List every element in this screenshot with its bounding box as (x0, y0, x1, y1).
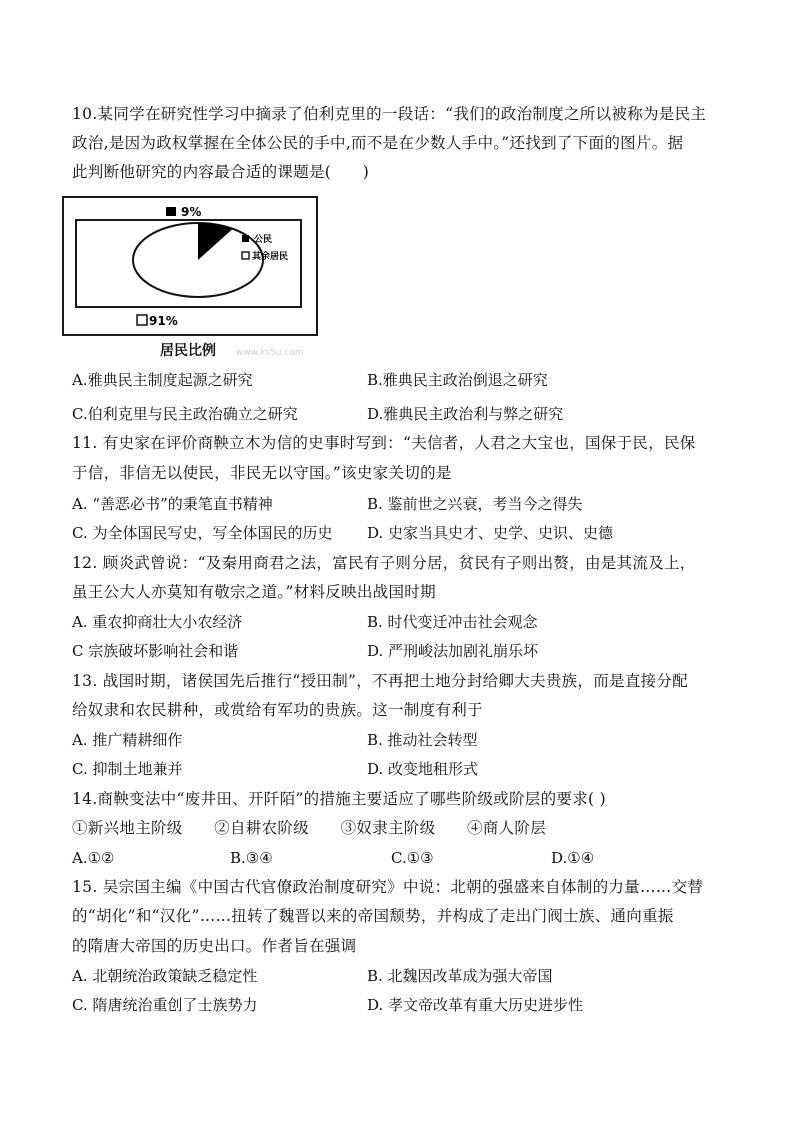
pie-chart-svg (62, 196, 318, 336)
question-10-stem-line-2: 政治,是因为政权掌握在全体公民的手中,而不是在少数人手中。”还找到了下面的图片。据 (72, 134, 684, 152)
question-14-stem-line-2: ①新兴地主阶级 ②自耕农阶级 ③奴隶主阶级 ④商人阶层 (72, 819, 547, 837)
question-13-stem-line-2: 给奴隶和农民耕种，或赏给有军功的贵族。这一制度有利于 (72, 701, 483, 719)
question-12-stem-line-1: 12. 顾炎武曾说：“及秦用商君之法，富民有子则分居，贫民有子则出赘，由是其流及上， (72, 554, 696, 572)
question-14-option-c: C.①③ (391, 849, 434, 867)
question-15-stem-line-2: 的“胡化”和“汉化”……扭转了魏晋以来的帝国颓势，并构成了走出门阀士族、通向重振 (72, 907, 674, 925)
question-10-option-c: C.伯利克里与民主政治确立之研究 (72, 405, 298, 423)
legend-label-citizens: 公民 (253, 234, 272, 245)
question-15-option-b: B. 北魏因改革成为强大帝国 (367, 967, 553, 985)
question-15-option-c: C. 隋唐统治重创了士族势力 (72, 996, 258, 1014)
question-11-option-b: B. 鉴前世之兴衰，考当今之得失 (367, 495, 583, 513)
question-15-stem-line-3: 的隋唐大帝国的历史出口。作者旨在强调 (72, 937, 357, 955)
question-10-option-a: A.雅典民主制度起源之研究 (72, 371, 253, 389)
others-value-swatch (137, 315, 147, 325)
question-13-option-a: A. 推广精耕细作 (72, 731, 183, 749)
question-11-option-a: A. “善恶必书”的秉笔直书精神 (72, 495, 273, 513)
question-13-stem-line-1: 13. 战国时期，诸侯国先后推行“授田制”，不再把土地分封给卿大夫贵族，而是直接分配 (72, 672, 689, 690)
question-10-stem-line-1: 10.某同学在研究性学习中摘录了伯利克里的一段话：“我们的政治制度之所以被称为是民主 (72, 105, 707, 123)
question-13-option-c: C. 抑制土地兼并 (72, 760, 183, 778)
question-10-option-b: B.雅典民主政治倒退之研究 (367, 371, 548, 389)
watermark-text: www.ks5u.com (236, 348, 304, 358)
question-11-stem-line-1: 11. 有史家在评价商鞅立木为信的史事时写到：“夫信者，人君之大宝也，国保于民，民保 (72, 434, 696, 452)
question-14-option-b: B.③④ (230, 849, 273, 867)
population-pie-chart-figure (62, 196, 318, 336)
question-11-stem-line-2: 于信，非信无以使民，非民无以守国。”该史家关切的是 (72, 464, 452, 482)
question-11-option-c: C. 为全体国民写史，写全体国民的历史 (72, 524, 333, 542)
question-12-option-a: A. 重农抑商壮大小农经济 (72, 613, 243, 631)
question-12-option-b: B. 时代变迁冲击社会观念 (367, 613, 538, 631)
question-11-option-d: D. 史家当具史才、史学、史识、史德 (367, 524, 614, 542)
question-14-option-a: A.①② (72, 849, 115, 867)
legend-swatch-citizens (242, 235, 249, 242)
question-10-option-d: D.雅典民主政治利与弊之研究 (367, 405, 564, 423)
question-14-option-d: D.①④ (551, 849, 595, 867)
question-12-option-d: D. 严刑峻法加剧礼崩乐坏 (367, 642, 539, 660)
question-15-option-a: A. 北朝统治政策缺乏稳定性 (72, 967, 258, 985)
question-10-stem-line-3: 此判断他研究的内容最合适的课题是( ) (72, 163, 370, 181)
others-value-label: 91% (148, 313, 178, 328)
question-13-option-d: D. 改变地租形式 (367, 760, 479, 778)
legend-swatch-others (242, 252, 249, 259)
citizen-value-label: 9% (180, 204, 201, 219)
citizen-value-swatch (166, 207, 176, 216)
legend-label-others: 其余居民 (251, 251, 288, 262)
question-12-stem-line-2: 虽王公大人亦莫知有敬宗之道。”材料反映出战国时期 (72, 583, 436, 601)
question-15-option-d: D. 孝文帝改革有重大历史进步性 (367, 996, 584, 1014)
chart-caption: 居民比例 (160, 343, 216, 359)
question-12-option-c: C 宗族破坏影响社会和谐 (72, 642, 239, 660)
question-13-option-b: B. 推动社会转型 (367, 731, 478, 749)
question-15-stem-line-1: 15. 吴宗国主编《中国古代官僚政治制度研究》中说：北朝的强盛来自体制的力量……交替 (72, 878, 704, 896)
question-14-stem-line-1: 14.商鞅变法中“废井田、开阡陌”的措施主要适应了哪些阶级或阶层的要求( ) (72, 790, 606, 808)
